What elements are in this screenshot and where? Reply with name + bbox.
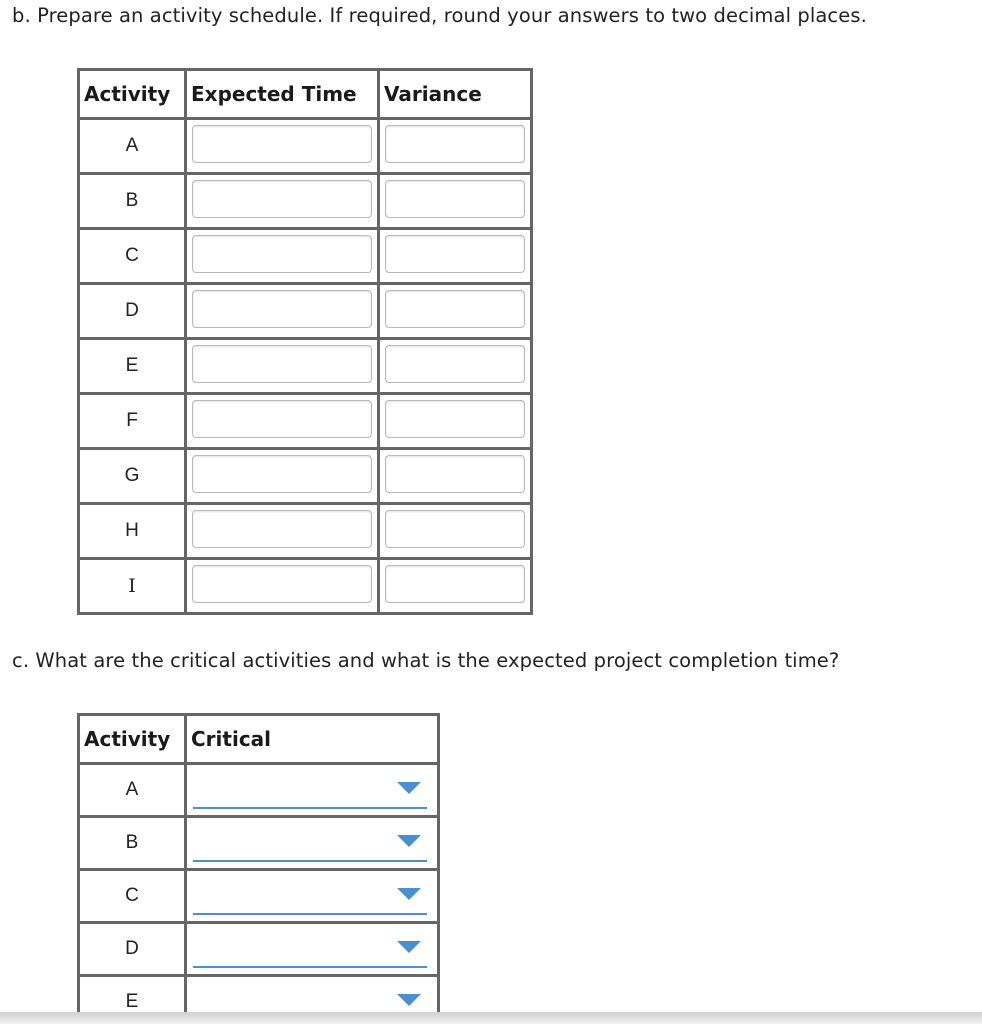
header-variance: Variance <box>379 70 532 119</box>
expected-time-input[interactable] <box>192 290 372 328</box>
activity-label: G <box>79 449 186 504</box>
expected-time-cell <box>186 449 379 504</box>
expected-time-input[interactable] <box>192 345 372 383</box>
variance-input[interactable] <box>385 455 525 493</box>
expected-time-input[interactable] <box>192 125 372 163</box>
table-row <box>79 559 532 614</box>
expected-time-input[interactable] <box>192 400 372 438</box>
table-row <box>79 174 532 229</box>
part-b-prompt: b. Prepare an activity schedule. If required, round your answers to two decimal places. <box>12 4 867 27</box>
variance-cell <box>379 559 532 614</box>
table-row <box>79 449 532 504</box>
table-header-row <box>79 70 532 119</box>
expected-time-cell <box>186 119 379 174</box>
caret-down-icon[interactable] <box>397 994 421 1006</box>
variance-cell <box>379 394 532 449</box>
variance-input[interactable] <box>385 235 525 273</box>
critical-dropdown[interactable] <box>193 818 427 862</box>
table-row <box>79 504 532 559</box>
critical-cell <box>186 923 439 976</box>
header-activity: Activity <box>79 70 186 119</box>
activity-label: A <box>79 764 186 817</box>
activity-label: I <box>79 559 186 614</box>
expected-time-cell <box>186 284 379 339</box>
critical-cell <box>186 817 439 870</box>
activity-label: D <box>79 923 186 976</box>
expected-time-input[interactable] <box>192 510 372 548</box>
expected-time-cell <box>186 174 379 229</box>
table-header-row <box>79 715 439 764</box>
activity-label: C <box>79 229 186 284</box>
variance-cell <box>379 119 532 174</box>
variance-cell <box>379 229 532 284</box>
expected-time-input[interactable] <box>192 235 372 273</box>
window-bottom-edge <box>0 1012 982 1024</box>
schedule-body <box>79 119 532 614</box>
caret-down-icon[interactable] <box>397 941 421 953</box>
activity-label: B <box>79 174 186 229</box>
critical-dropdown[interactable] <box>193 871 427 915</box>
variance-input[interactable] <box>385 125 525 163</box>
variance-input[interactable] <box>385 345 525 383</box>
table-row <box>79 817 439 870</box>
table-row <box>79 923 439 976</box>
critical-activities-table <box>77 713 440 1024</box>
header-critical: Critical <box>186 715 439 764</box>
critical-body <box>79 764 439 1024</box>
variance-input[interactable] <box>385 180 525 218</box>
activity-label: E <box>79 976 186 1024</box>
activity-label: C <box>79 870 186 923</box>
caret-down-icon[interactable] <box>397 782 421 794</box>
table-row <box>79 394 532 449</box>
header-activity: Activity <box>79 715 186 764</box>
activity-label: E <box>79 339 186 394</box>
header-expected-time: Expected Time <box>186 70 379 119</box>
table-row <box>79 284 532 339</box>
variance-input[interactable] <box>385 565 525 603</box>
expected-time-cell <box>186 339 379 394</box>
activity-label: A <box>79 119 186 174</box>
table-row <box>79 764 439 817</box>
table-row <box>79 870 439 923</box>
activity-label: H <box>79 504 186 559</box>
variance-cell <box>379 174 532 229</box>
variance-cell <box>379 504 532 559</box>
caret-down-icon[interactable] <box>397 888 421 900</box>
expected-time-cell <box>186 559 379 614</box>
part-c-prompt: c. What are the critical activities and what is the expected project completion time? <box>12 649 840 672</box>
expected-time-input[interactable] <box>192 565 372 603</box>
activity-label: D <box>79 284 186 339</box>
table-row <box>79 339 532 394</box>
critical-cell <box>186 764 439 817</box>
expected-time-cell <box>186 229 379 284</box>
variance-input[interactable] <box>385 400 525 438</box>
activity-label: F <box>79 394 186 449</box>
table-row <box>79 229 532 284</box>
expected-time-cell <box>186 394 379 449</box>
critical-dropdown[interactable] <box>193 924 427 968</box>
caret-down-icon[interactable] <box>397 835 421 847</box>
variance-input[interactable] <box>385 290 525 328</box>
activity-label: B <box>79 817 186 870</box>
variance-cell <box>379 449 532 504</box>
activity-schedule-table <box>77 68 533 615</box>
variance-cell <box>379 284 532 339</box>
variance-cell <box>379 339 532 394</box>
expected-time-input[interactable] <box>192 180 372 218</box>
critical-dropdown[interactable] <box>193 765 427 809</box>
expected-time-input[interactable] <box>192 455 372 493</box>
variance-input[interactable] <box>385 510 525 548</box>
critical-cell <box>186 870 439 923</box>
table-row <box>79 119 532 174</box>
expected-time-cell <box>186 504 379 559</box>
